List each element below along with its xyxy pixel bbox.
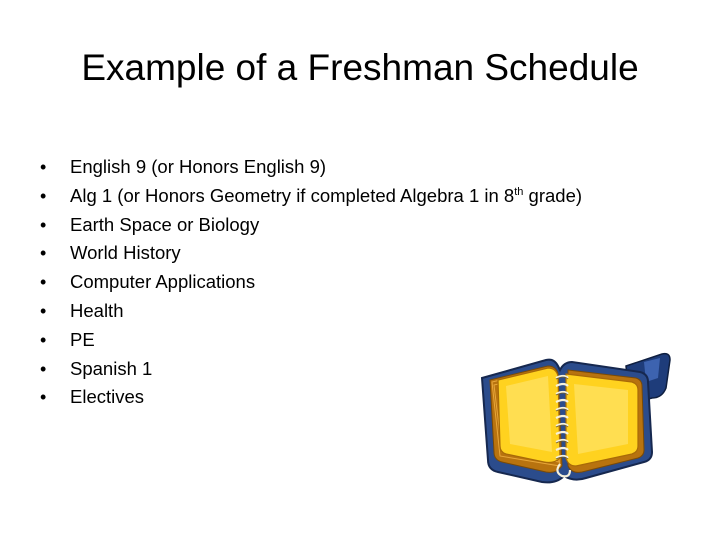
list-item-text: World History (70, 242, 181, 264)
notebook-icon (476, 348, 676, 490)
list-item-text: Spanish 1 (70, 357, 153, 379)
bullet-dot: • (40, 300, 47, 321)
bullet-dot: • (40, 387, 47, 408)
list-item-text-suffix: grade) (523, 184, 583, 206)
list-item-text: Earth Space or Biology (70, 213, 260, 235)
bullet-dot: • (40, 214, 47, 235)
bullet-dot: • (40, 157, 47, 177)
list-item-text-main: Alg 1 (or Honors Geometry if completed Algebra 1 in 8 (70, 184, 515, 206)
bullet-dot: • (40, 185, 47, 206)
list-item-text: PE (70, 328, 95, 350)
list-item-text: Electives (70, 386, 145, 408)
list-item-text: Computer Applications (70, 271, 256, 293)
bullet-dot: • (40, 243, 47, 264)
slide-title: Example of a Freshman Schedule (81, 47, 639, 88)
list-item-text: Health (70, 299, 124, 321)
bullet-dot: • (40, 329, 47, 350)
list-item-text: English 9 (or Honors English 9) (70, 156, 327, 177)
ordinal-superscript: th (514, 185, 524, 198)
bullet-dot: • (40, 358, 47, 379)
list-item-text (70, 182, 582, 211)
bullet-dot: • (40, 272, 47, 293)
